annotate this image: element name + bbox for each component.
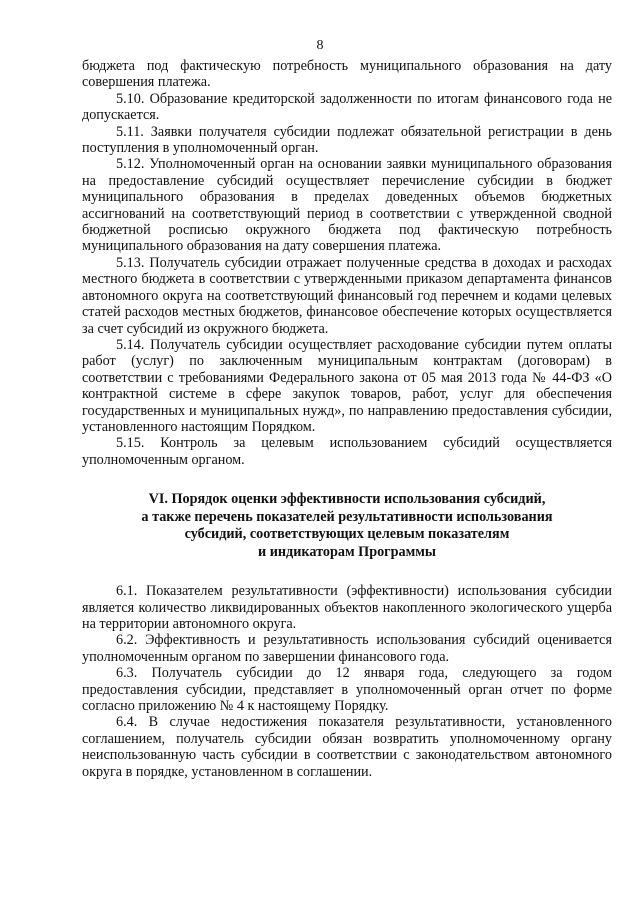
paragraph-5-14: 5.14. Получатель субсидии осуществляет расходование субсидии путем оплаты работ (услуг) по заключенным муниципальным контрактам (договорам) в соответствии с требованиями Федерального закона от 05 мая 2013 года № 44-ФЗ «О контрактной системе в сфере закупок товаров, работ, услуг для обеспечения государственных и муниципальных нужд», по направлению предоставления субсидии, установленного настоящим Порядком. bbox=[82, 336, 612, 435]
document-body bbox=[82, 58, 612, 780]
paragraph-5-11: 5.11. Заявки получателя субсидии подлежат обязательной регистрации в день поступления в уполномоченный орган. bbox=[82, 123, 612, 157]
paragraph-continuation: бюджета под фактическую потребность муниципального образования на дату совершения платежа. bbox=[82, 58, 612, 91]
section-heading-line: и индикаторам Программы bbox=[257, 543, 437, 560]
paragraph-6-3: 6.3. Получатель субсидии до 12 января года, следующего за годом предоставления субсидии, представляет в уполномоченный орган отчет по форме согласно приложению № 4 к настоящему Порядку. bbox=[82, 665, 612, 714]
section-heading-line: а также перечень показателей результативности использования bbox=[141, 508, 553, 525]
paragraph-5-15: 5.15. Контроль за целевым использованием субсидий осуществляется уполномоченным органом. bbox=[82, 435, 612, 468]
paragraph-6-1: 6.1. Показателем результативности (эффективности) использования субсидии является количество ликвидированных объектов накопленного экологического ущерба на территории автономного округа. bbox=[82, 583, 612, 632]
section-heading-line: субсидий, соответствующих целевым показателям bbox=[184, 526, 510, 543]
section-heading-line: VI. Порядок оценки эффективности использования субсидий, bbox=[148, 491, 546, 508]
section-heading bbox=[82, 491, 612, 561]
paragraph-5-12: 5.12. Уполномоченный орган на основании заявки муниципального образования на предоставление субсидий осуществляет перечисление субсидии в бюджет муниципального образования в пределах доведенных объемов бюджетных ассигнований на соответствующий период в соответствии с утвержденной сводной бюджетной росписью окружного бюджета под фактическую потребность муниципального образования на дату совершения платежа. bbox=[82, 156, 612, 255]
paragraph-6-2: 6.2. Эффективность и результативность использования субсидий оценивается уполномоченным органом по завершении финансового года. bbox=[82, 632, 612, 665]
paragraph-5-13: 5.13. Получатель субсидии отражает полученные средства в доходах и расходах местного бюджета в соответствии с утвержденными приказом департамента финансов автономного округа на соответствующий финансовый год перечнем и кодами целевых статей расходов местных бюджетов, финансовое обеспечение которых осуществляется за счет субсидий из окружного бюджета. bbox=[82, 254, 612, 337]
paragraph-5-10: 5.10. Образование кредиторской задолженности по итогам финансового года не допускается. bbox=[82, 90, 612, 124]
page-number: 8 bbox=[316, 38, 324, 53]
paragraph-6-4: 6.4. В случае недостижения показателя результативности, установленного соглашением, получатель субсидии обязан возвратить уполномоченному органу неиспользованную часть субсидии в соответствии с законодательством автономного округа в порядке, установленном в соглашении. bbox=[82, 714, 612, 780]
